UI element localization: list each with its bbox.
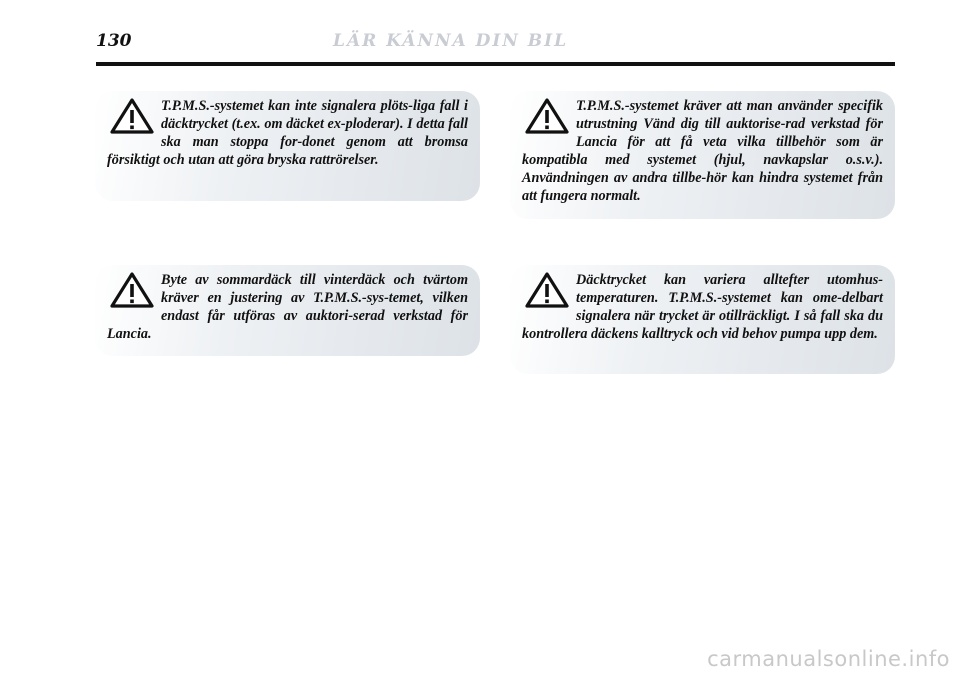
warning-box-pressure-temperature	[510, 265, 895, 374]
section-title: LÄR KÄNNA DIN BIL	[333, 31, 569, 51]
page-number: 130	[96, 31, 132, 51]
warning-triangle-icon	[109, 97, 155, 135]
header-rule	[96, 62, 895, 66]
warning-triangle-icon	[524, 97, 570, 135]
warning-text: T.P.M.S.-systemet kan inte signalera plöts-liga fall i däcktrycket (t.ex. om däcket ex-ploderar). I detta fall ska man stoppa for-donet genom att bromsa försiktigt och utan att göra bryska rattrörelser.	[107, 98, 468, 168]
watermark: carmanualsonline.info	[707, 647, 950, 671]
warning-text: Däcktrycket kan variera alltefter utomhus-temperaturen. T.P.M.S.-systemet kan ome-delbart signalera när trycket är otillräckligt. I så fall ska du kontrollera däckens kalltryck och vid behov pumpa upp dem.	[522, 272, 883, 342]
warning-box-tpms-sudden-loss	[95, 91, 480, 201]
warning-box-tyre-change	[95, 265, 480, 356]
warning-triangle-icon	[109, 271, 155, 309]
warning-triangle-icon	[524, 271, 570, 309]
warning-text: Byte av sommardäck till vinterdäck och tvärtom kräver en justering av T.P.M.S.-sys-temet, vilken endast får utföras av auktori-serad verkstad för Lancia.	[107, 272, 468, 342]
warning-text: T.P.M.S.-systemet kräver att man använder specifik utrustning Vänd dig till auktorise-rad verkstad för Lancia för att få veta vilka tillbehör som är kompatibla med systemet (hjul, navkapslar o.s.v.). Användningen av andra tillbe-hör kan hindra systemet från att fungera normalt.	[522, 98, 883, 204]
warning-box-tpms-equipment	[510, 91, 895, 219]
